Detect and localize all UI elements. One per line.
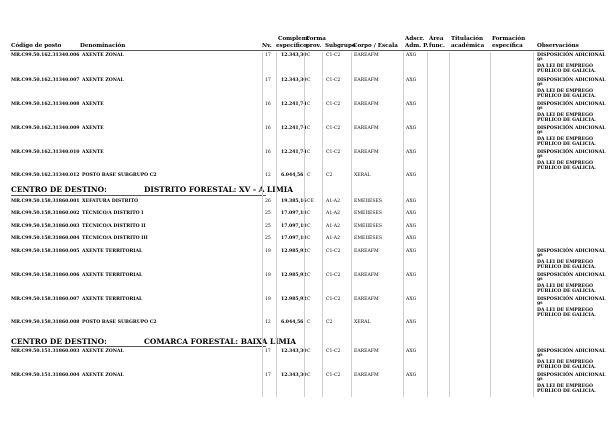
row-subgrupo: C1-C2	[326, 273, 341, 278]
row-adscr: AXG	[406, 236, 417, 241]
row-code: MR.C99.50.158.31860.003	[11, 224, 80, 229]
row-code: MR.C99.50.162.31340.009	[11, 126, 80, 131]
section-heading-name: COMARCA FORESTAL: BAIXA LIMIA	[144, 337, 296, 346]
row-forma: C	[307, 126, 311, 131]
row-niv: 19	[265, 297, 271, 302]
row-observacions: DISPOSICIÓN ADICIONAL 9ª DA LEI DE EMPREGO PÚBLICO DE GALICIA.	[537, 249, 606, 271]
row-observacions: DISPOSICIÓN ADICIONAL 9ª DA LEI DE EMPREGO PÚBLICO DE GALICIA.	[537, 297, 606, 319]
column-divider	[262, 52, 263, 397]
row-complem: 12.343,30	[281, 349, 307, 354]
row-subgrupo: C2	[326, 173, 333, 178]
row-code: MR.C99.50.158.31860.002	[11, 211, 80, 216]
row-forma: C	[307, 373, 311, 378]
row-adscr: AXG	[406, 224, 417, 229]
row-forma: C	[307, 78, 311, 83]
row-subgrupo: C1-C2	[326, 349, 341, 354]
row-niv: 25	[265, 236, 271, 241]
row-subgrupo: C1-C2	[326, 78, 341, 83]
row-code: MR.C99.50.158.31860.001	[11, 199, 80, 204]
row-corpo: EAREAFM	[354, 273, 379, 278]
header-formacion-bottom: específica	[492, 43, 523, 49]
header-subgrupo: Subgrupo	[325, 43, 356, 49]
row-corpo: EAREAFM	[354, 126, 379, 131]
row-forma: C	[307, 150, 311, 155]
row-complem: 12.985,92	[281, 297, 307, 302]
header-formacion-top: Formación	[492, 36, 526, 42]
row-niv: 16	[265, 126, 271, 131]
column-divider	[304, 52, 305, 397]
row-denominacion: POSTO BASE SUBGRUPO C2	[82, 173, 157, 178]
row-niv: 25	[265, 224, 271, 229]
row-code: MR.C99.50.158.31860.004	[11, 236, 80, 241]
header-complem-top: Complem.	[278, 36, 310, 42]
header-area-bottom: func.	[429, 43, 445, 49]
row-corpo: EAREAFM	[354, 349, 379, 354]
row-complem: 12.241,74	[281, 126, 307, 131]
header-adscr-top: Adscr.	[405, 36, 425, 42]
row-observacions: DISPOSICIÓN ADICIONAL 9ª DA LEI DE EMPREGO PÚBLICO DE GALICIA.	[537, 150, 606, 172]
row-forma: C	[307, 53, 311, 58]
row-code: MR.C99.50.158.31860.005	[11, 249, 80, 254]
section-rule	[11, 195, 266, 196]
row-adscr: AXG	[406, 150, 417, 155]
row-subgrupo: C1-C2	[326, 126, 341, 131]
column-divider	[351, 52, 352, 397]
row-complem: 19.385,16	[281, 199, 307, 204]
row-denominacion: TÉCNICO/A DISTRITO II	[82, 224, 146, 229]
row-adscr: AXG	[406, 126, 417, 131]
row-subgrupo: A1-A2	[326, 199, 341, 204]
row-subgrupo: C1-C2	[326, 249, 341, 254]
header-niv: Nv.	[262, 43, 272, 49]
row-subgrupo: C1-C2	[326, 297, 341, 302]
header-codigo: Código de posto	[11, 43, 62, 49]
header-denominacion: Denominación	[80, 43, 126, 49]
column-divider	[403, 52, 404, 397]
row-forma: C	[307, 211, 311, 216]
row-corpo: EAREAFM	[354, 373, 379, 378]
row-corpo: EMEIIESES	[354, 211, 383, 216]
row-code: MR.C99.50.162.31340.012	[11, 173, 80, 178]
row-niv: 17	[265, 349, 271, 354]
row-niv: 16	[265, 102, 271, 107]
row-code: MR.C99.50.162.31340.008	[11, 102, 80, 107]
row-forma: C	[307, 249, 311, 254]
row-code: MR.C99.50.158.31860.006	[11, 273, 80, 278]
column-divider	[533, 52, 534, 397]
row-code: MR.C99.50.158.31860.007	[11, 297, 80, 302]
row-complem: 6.044,56	[281, 320, 304, 325]
section-heading-name: DISTRITO FORESTAL: XV - A LIMIA	[144, 185, 293, 194]
row-complem: 12.343,30	[281, 373, 307, 378]
row-niv: 19	[265, 249, 271, 254]
row-forma: C	[307, 102, 311, 107]
row-denominacion: AXENTE ZONAL	[82, 349, 124, 354]
row-denominacion: AXENTE TERRITORIAL	[82, 273, 143, 278]
row-niv: 17	[265, 53, 271, 58]
row-corpo: EAREAFM	[354, 249, 379, 254]
row-denominacion: TÉCNICO/A DISTRITO III	[82, 236, 148, 241]
row-complem: 17.097,18	[281, 211, 307, 216]
column-divider	[490, 52, 491, 397]
row-forma: C	[307, 173, 311, 178]
section-heading-label: CENTRO DE DESTINO:	[11, 337, 107, 346]
row-niv: 12	[265, 173, 271, 178]
row-forma: C	[307, 349, 311, 354]
row-forma: C	[307, 224, 311, 229]
row-adscr: AXG	[406, 320, 417, 325]
row-niv: 12	[265, 320, 271, 325]
row-corpo: XERAL	[354, 320, 371, 325]
row-corpo: EMEIIESES	[354, 236, 383, 241]
row-corpo: EAREAFM	[354, 102, 379, 107]
header-area-top: Área	[429, 36, 444, 42]
row-corpo: EAREAFM	[354, 150, 379, 155]
column-divider	[276, 52, 277, 397]
row-observacions: DISPOSICIÓN ADICIONAL 9ª DA LEI DE EMPREGO PÚBLICO DE GALICIA.	[537, 102, 606, 124]
row-complem: 17.097,18	[281, 236, 307, 241]
row-subgrupo: A1-A2	[326, 224, 341, 229]
row-corpo: EMEIIESES	[354, 199, 383, 204]
row-observacions: DISPOSICIÓN ADICIONAL 9ª DA LEI DE EMPREGO PÚBLICO DE GALICIA.	[537, 373, 606, 395]
row-observacions: DISPOSICIÓN ADICIONAL 9ª DA LEI DE EMPREGO PÚBLICO DE GALICIA.	[537, 53, 606, 75]
row-subgrupo: C1-C2	[326, 102, 341, 107]
row-forma: C	[307, 236, 311, 241]
row-adscr: AXG	[406, 349, 417, 354]
row-forma: C	[307, 273, 311, 278]
section-rule	[11, 346, 266, 347]
header-observacions: Observacións	[537, 43, 579, 49]
row-corpo: EAREAFM	[354, 297, 379, 302]
row-subgrupo: C1-C2	[326, 150, 341, 155]
row-niv: 17	[265, 78, 271, 83]
row-complem: 12.985,92	[281, 273, 307, 278]
row-adscr: AXG	[406, 297, 417, 302]
row-code: MR.C99.50.162.31340.010	[11, 150, 80, 155]
column-divider	[322, 52, 323, 397]
row-complem: 6.044,56	[281, 173, 304, 178]
row-subgrupo: C1-C2	[326, 53, 341, 58]
row-denominacion: XEFATURA DISTRITO	[82, 199, 139, 204]
row-denominacion: AXENTE ZONAL	[82, 53, 124, 58]
column-divider	[427, 52, 428, 397]
row-complem: 12.343,30	[281, 53, 307, 58]
row-forma: C	[307, 320, 311, 325]
row-adscr: AXG	[406, 102, 417, 107]
row-subgrupo: A1-A2	[326, 211, 341, 216]
row-code: MR.C99.50.158.31860.008	[11, 320, 80, 325]
row-corpo: EAREAFM	[354, 53, 379, 58]
row-observacions: DISPOSICIÓN ADICIONAL 9ª DA LEI DE EMPREGO PÚBLICO DE GALICIA.	[537, 126, 606, 148]
header-forma-bottom: prov.	[306, 43, 322, 49]
row-code: MR.C99.50.162.31340.006	[11, 53, 80, 58]
column-divider	[449, 52, 450, 397]
header-rule	[10, 50, 604, 51]
row-code: MR.C99.50.162.31340.007	[11, 78, 80, 83]
row-corpo: XERAL	[354, 173, 371, 178]
row-denominacion: AXENTE TERRITORIAL	[82, 249, 143, 254]
row-complem: 12.241,74	[281, 150, 307, 155]
header-titulacion-bottom: académica	[451, 43, 485, 49]
row-corpo: EMEIIESES	[354, 224, 383, 229]
row-adscr: AXG	[406, 78, 417, 83]
row-adscr: AXG	[406, 273, 417, 278]
row-niv: 17	[265, 373, 271, 378]
row-complem: 12.241,74	[281, 102, 307, 107]
row-subgrupo: C2	[326, 320, 333, 325]
row-niv: 25	[265, 211, 271, 216]
row-adscr: AXG	[406, 249, 417, 254]
row-subgrupo: C1-C2	[326, 373, 341, 378]
row-adscr: AXG	[406, 173, 417, 178]
row-observacions: DISPOSICIÓN ADICIONAL 9ª DA LEI DE EMPREGO PÚBLICO DE GALICIA.	[537, 78, 606, 100]
row-adscr: AXG	[406, 211, 417, 216]
row-denominacion: AXENTE	[82, 126, 104, 131]
header-titulacion-top: Titulación	[451, 36, 484, 42]
row-niv: 16	[265, 150, 271, 155]
row-complem: 12.343,30	[281, 78, 307, 83]
row-adscr: AXG	[406, 373, 417, 378]
row-complem: 17.097,18	[281, 224, 307, 229]
row-denominacion: AXENTE ZONAL	[82, 78, 124, 83]
row-denominacion: AXENTE	[82, 150, 104, 155]
header-forma-top: Forma	[306, 36, 326, 42]
header-adscr-bottom: Adm. P.	[405, 43, 429, 49]
row-corpo: EAREAFM	[354, 78, 379, 83]
row-subgrupo: A1-A2	[326, 236, 341, 241]
row-forma: CE	[307, 199, 314, 204]
row-complem: 12.985,92	[281, 249, 307, 254]
row-adscr: AXG	[406, 53, 417, 58]
header-corpo: Corpo / Escala	[353, 43, 398, 49]
section-heading-label: CENTRO DE DESTINO:	[11, 185, 107, 194]
row-denominacion: POSTO BASE SUBGRUPO C2	[82, 320, 157, 325]
row-denominacion: TÉCNICO/A DISTRITO I	[82, 211, 144, 216]
row-niv: 19	[265, 273, 271, 278]
row-denominacion: AXENTE ZONAL	[82, 373, 124, 378]
row-observacions: DISPOSICIÓN ADICIONAL 9ª DA LEI DE EMPREGO PÚBLICO DE GALICIA.	[537, 349, 606, 371]
row-denominacion: AXENTE	[82, 102, 104, 107]
row-forma: C	[307, 297, 311, 302]
row-observacions: DISPOSICIÓN ADICIONAL 9ª DA LEI DE EMPREGO PÚBLICO DE GALICIA.	[537, 273, 606, 295]
row-code: MR.C99.50.151.31860.003	[11, 349, 80, 354]
row-niv: 26	[265, 199, 271, 204]
row-code: MR.C99.50.151.31860.004	[11, 373, 80, 378]
row-denominacion: AXENTE TERRITORIAL	[82, 297, 143, 302]
header-complem-bottom: específico	[276, 43, 307, 49]
row-adscr: AXG	[406, 199, 417, 204]
